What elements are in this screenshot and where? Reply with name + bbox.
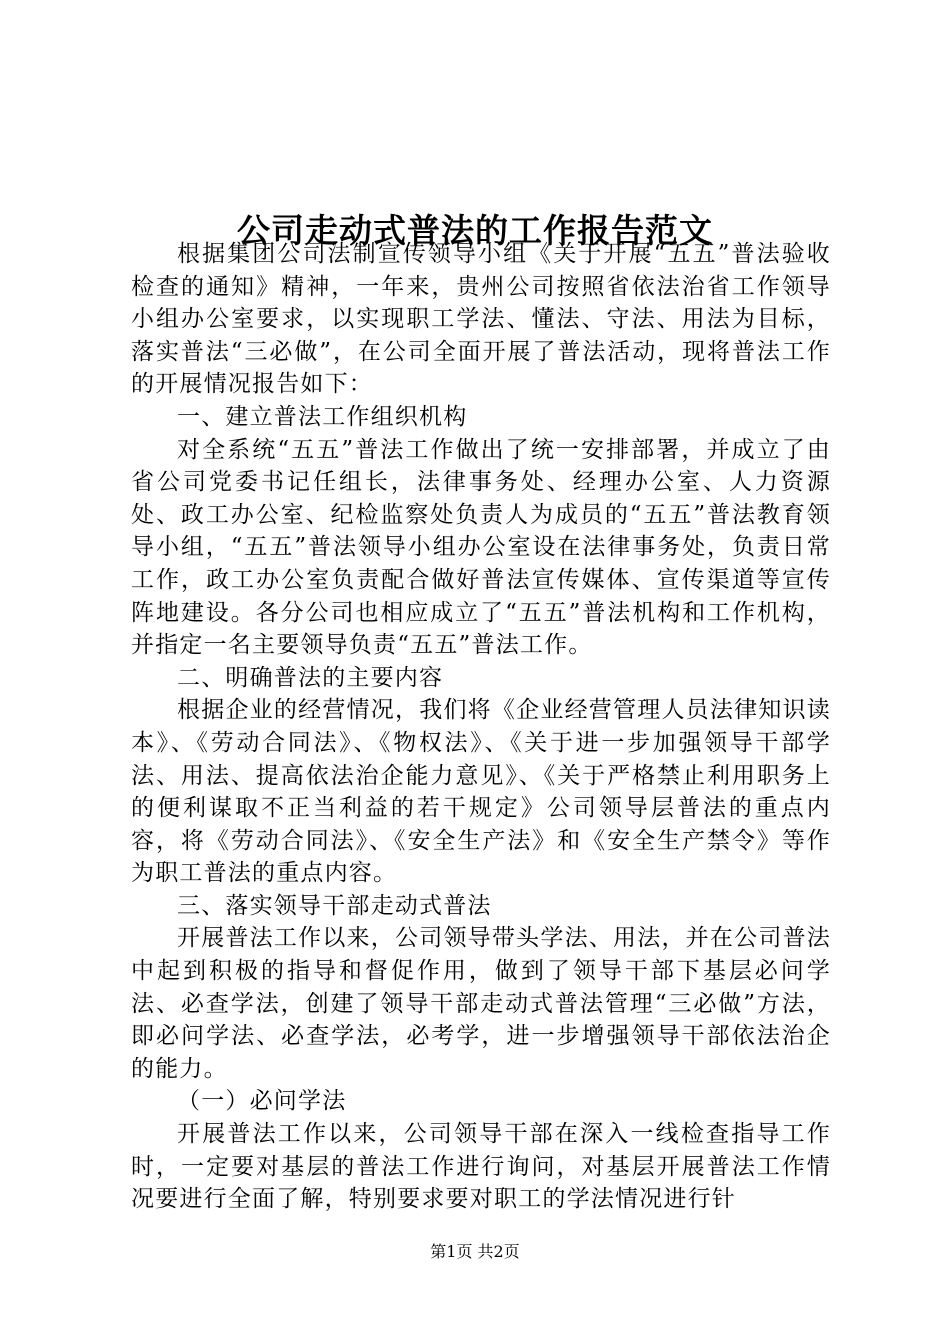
subsection-1-heading: （一）必问学法 <box>177 1088 347 1115</box>
page-footer: 第1页 共2页 <box>430 1242 520 1261</box>
document-body <box>131 238 831 1216</box>
section-1-paragraph: 对全系统“五五”普法工作做出了统一安排部署，并成立了由省公司党委书记任组长，法律事务处、经理办公室、人力资源处、政工办公室、纪检监察处负责人为成员的“五五”普法教育领导小组，“五五”普法领导小组办公室设在法律事务处，负责日常工作，政工办公室负责配合做好普法宣传媒体、宣传渠道等宣传阵地建设。各分公司也相应成立了“五五”普法机构和工作机构，并指定一名主要领导负责“五五”普法工作。 <box>131 436 831 659</box>
section-3-heading: 三、落实领导干部走动式普法 <box>177 892 492 919</box>
subsection-1-paragraph: 开展普法工作以来，公司领导干部在深入一线检查指导工作时，一定要对基层的普法工作进行询问，对基层开展普法工作情况要进行全面了解，特别要求要对职工的学法情况进行针 <box>131 1121 831 1213</box>
section-1-heading: 一、建立普法工作组织机构 <box>177 403 468 430</box>
document-title: 公司走动式普法的工作报告范文 <box>237 211 713 251</box>
section-2-heading: 二、明确普法的主要内容 <box>177 664 444 691</box>
section-2-paragraph: 根据企业的经营情况，我们将《企业经营管理人员法律知识读本》、《劳动合同法》、《物权法》、《关于进一步加强领导干部学法、用法、提高依法治企能力意见》、《关于严格禁止利用职务上的便利谋取不正当利益的若干规定》公司领导层普法的重点内容，将《劳动合同法》、《安全生产法》和《安全生产禁令》等作为职工普法的重点内容。 <box>131 697 831 887</box>
section-3-paragraph: 开展普法工作以来，公司领导带头学法、用法，并在公司普法中起到积极的指导和督促作用，做到了领导干部下基层必问学法、必查学法，创建了领导干部走动式普法管理“三必做”方法，即必问学法、必查学法，必考学，进一步增强领导干部依法治企的能力。 <box>131 925 831 1082</box>
intro-paragraph: 根据集团公司法制宣传领导小组《关于开展“五五”普法验收检查的通知》精神，一年来，贵州公司按照省依法治省工作领导小组办公室要求，以实现职工学法、懂法、守法、用法为目标，落实普法“三必做”，在公司全面开展了普法活动，现将普法工作的开展情况报告如下： <box>131 241 831 398</box>
